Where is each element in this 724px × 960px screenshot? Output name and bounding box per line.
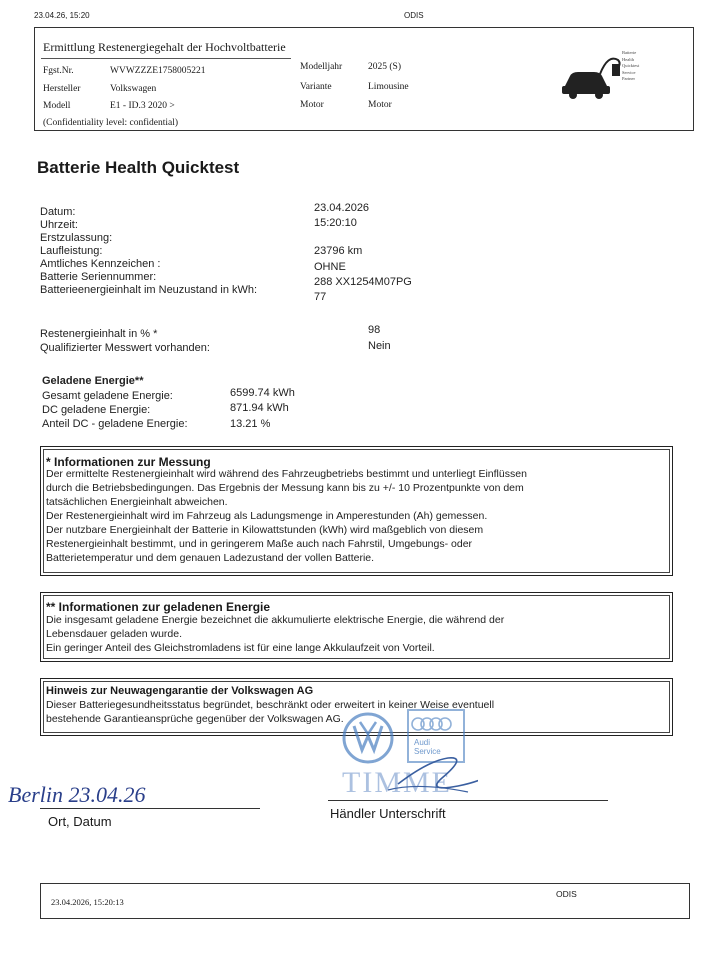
info-measurement-line: Batterietemperatur und dem genauen Ladezustand der vollen Batterie. bbox=[46, 552, 375, 564]
info-measurement-line: Der Restenergieinhalt wird im Fahrzeug als Ladungsmenge in Amperestunden (Ah) gemessen. bbox=[46, 510, 488, 522]
field-label-date: Datum: bbox=[40, 206, 76, 218]
dealer-signature-line bbox=[328, 800, 608, 801]
info-energy-heading: ** Informationen zur geladenen Energie bbox=[46, 600, 271, 614]
energy-value-dc: 871.94 kWh bbox=[230, 402, 289, 414]
info-energy-line: Lebensdauer geladen wurde. bbox=[46, 628, 183, 640]
info-measurement-line: Der ermittelte Restenergieinhalt wird während des Fahrzeugbetriebs bestimmt und unterliegt Einflüssen bbox=[46, 468, 527, 480]
header-label-model: Modell bbox=[43, 101, 71, 111]
field-label-new-capacity: Batterieenergieinhalt im Neuzustand in kWh: bbox=[40, 284, 258, 296]
print-timestamp: 23.04.26, 15:20 bbox=[34, 11, 90, 20]
header-label-model-year: Modelljahr bbox=[300, 62, 343, 72]
header-title-underline bbox=[41, 58, 291, 59]
header-value-vin: WVWZZZE1758005221 bbox=[110, 66, 206, 76]
footer-timestamp: 23.04.2026, 15:20:13 bbox=[51, 897, 124, 907]
info-warranty-line: bestehende Garantieansprüche gegenüber der Volkswagen AG. bbox=[46, 713, 344, 725]
vehicle-header-box bbox=[34, 27, 694, 131]
logo-line-4: Service bbox=[622, 69, 636, 75]
header-label-motor: Motor bbox=[300, 100, 324, 110]
place-date-line bbox=[40, 808, 260, 809]
info-warranty-line: Dieser Batteriegesundheitsstatus begründet, beschränkt oder erweitert in keiner Weise eventuell bbox=[46, 699, 495, 711]
energy-heading: Geladene Energie** bbox=[42, 375, 144, 387]
logo-line-3: Quicktest bbox=[622, 63, 640, 68]
field-value-new-capacity: 77 bbox=[314, 291, 327, 303]
info-measurement-line: Der nutzbare Energieinhalt der Batterie in Kilowattstunden (kWh) wird maßgeblich von diesem bbox=[46, 524, 484, 536]
field-label-first-registration: Erstzulassung: bbox=[40, 232, 113, 244]
field-value-time: 15:20:10 bbox=[314, 217, 357, 229]
field-label-license-plate: Amtliches Kennzeichen : bbox=[40, 258, 161, 270]
logo-line-2: Health bbox=[622, 56, 634, 62]
field-value-license-plate: OHNE bbox=[314, 261, 346, 273]
info-energy-line: Die insgesamt geladene Energie bezeichnet die akkumulierte elektrische Energie, die während der bbox=[46, 614, 505, 626]
place-date-label: Ort, Datum bbox=[48, 814, 112, 829]
battery-quicktest-logo bbox=[560, 46, 680, 106]
result-label-residual-energy: Restenergieinhalt in % * bbox=[40, 328, 158, 340]
energy-label-dc: DC geladene Energie: bbox=[42, 404, 151, 416]
result-label-qualified-value: Qualifizierter Messwert vorhanden: bbox=[40, 342, 210, 354]
energy-label-total: Gesamt geladene Energie: bbox=[42, 390, 173, 402]
logo-line-1: Batterie bbox=[622, 50, 637, 55]
header-value-manufacturer: Volkswagen bbox=[110, 84, 157, 94]
field-value-battery-serial: 288 XX1254M07PG bbox=[314, 276, 412, 288]
car-plug-icon bbox=[560, 46, 680, 106]
stamp-audi-label: Audi bbox=[414, 738, 431, 747]
header-confidentiality: (Confidentiality level: confidential) bbox=[43, 118, 179, 128]
dealer-signature-label: Händler Unterschrift bbox=[330, 806, 446, 821]
page-title: Batterie Health Quicktest bbox=[37, 158, 240, 177]
footer-box bbox=[40, 883, 690, 919]
info-measurement-line: Restenergieinhalt bestimmt, und in geringerem Maße auch nach Fahrstil, Umgebungs- oder bbox=[46, 538, 473, 550]
header-value-model-year: 2025 (S) bbox=[368, 62, 401, 72]
info-measurement-heading: * Informationen zur Messung bbox=[46, 455, 211, 469]
energy-label-dc-share: Anteil DC - geladene Energie: bbox=[42, 418, 188, 430]
header-label-manufacturer: Hersteller bbox=[43, 84, 81, 94]
header-title: Ermittlung Restenergiegehalt der Hochvoltbatterie bbox=[43, 40, 286, 54]
logo-line-5: Partner bbox=[622, 76, 635, 81]
field-label-time: Uhrzeit: bbox=[40, 219, 78, 231]
field-value-date: 23.04.2026 bbox=[314, 202, 370, 214]
header-value-model: E1 - ID.3 2020 > bbox=[110, 101, 175, 111]
result-value-qualified-value: Nein bbox=[368, 340, 391, 352]
info-measurement-line: durch die Betriebsbedingungen. Das Ergebnis der Messung kann bis zu +/- 10 Prozentpunkte von dem bbox=[46, 482, 524, 494]
info-warranty-heading: Hinweis zur Neuwagengarantie der Volkswagen AG bbox=[46, 685, 314, 697]
handwritten-place-date: Berlin 23.04.26 bbox=[8, 782, 146, 807]
header-label-vin: Fgst.Nr. bbox=[43, 66, 74, 76]
field-value-mileage: 23796 km bbox=[314, 245, 363, 257]
footer-app-name: ODIS bbox=[556, 889, 577, 899]
stamp-service-label: Service bbox=[414, 747, 441, 756]
header-value-variant: Limousine bbox=[368, 82, 409, 92]
field-label-battery-serial: Batterie Seriennummer: bbox=[40, 271, 157, 283]
info-energy-line: Ein geringer Anteil des Gleichstromladens ist für eine lange Akkulaufzeit von Vorteil. bbox=[46, 642, 435, 654]
info-measurement-line: tatsächlichen Energieinhalt abweichen. bbox=[46, 496, 228, 508]
result-value-residual-energy: 98 bbox=[368, 324, 381, 336]
header-label-variant: Variante bbox=[300, 82, 332, 92]
energy-value-dc-share: 13.21 % bbox=[230, 418, 271, 430]
field-label-mileage: Laufleistung: bbox=[40, 245, 103, 257]
info-box-charged-energy bbox=[40, 592, 673, 662]
energy-value-total: 6599.74 kWh bbox=[230, 387, 295, 399]
header-value-motor: Motor bbox=[368, 100, 392, 110]
info-box-measurement bbox=[40, 446, 673, 576]
print-app-name: ODIS bbox=[404, 11, 424, 20]
stamp-dealer-name: TIMME bbox=[342, 766, 452, 799]
